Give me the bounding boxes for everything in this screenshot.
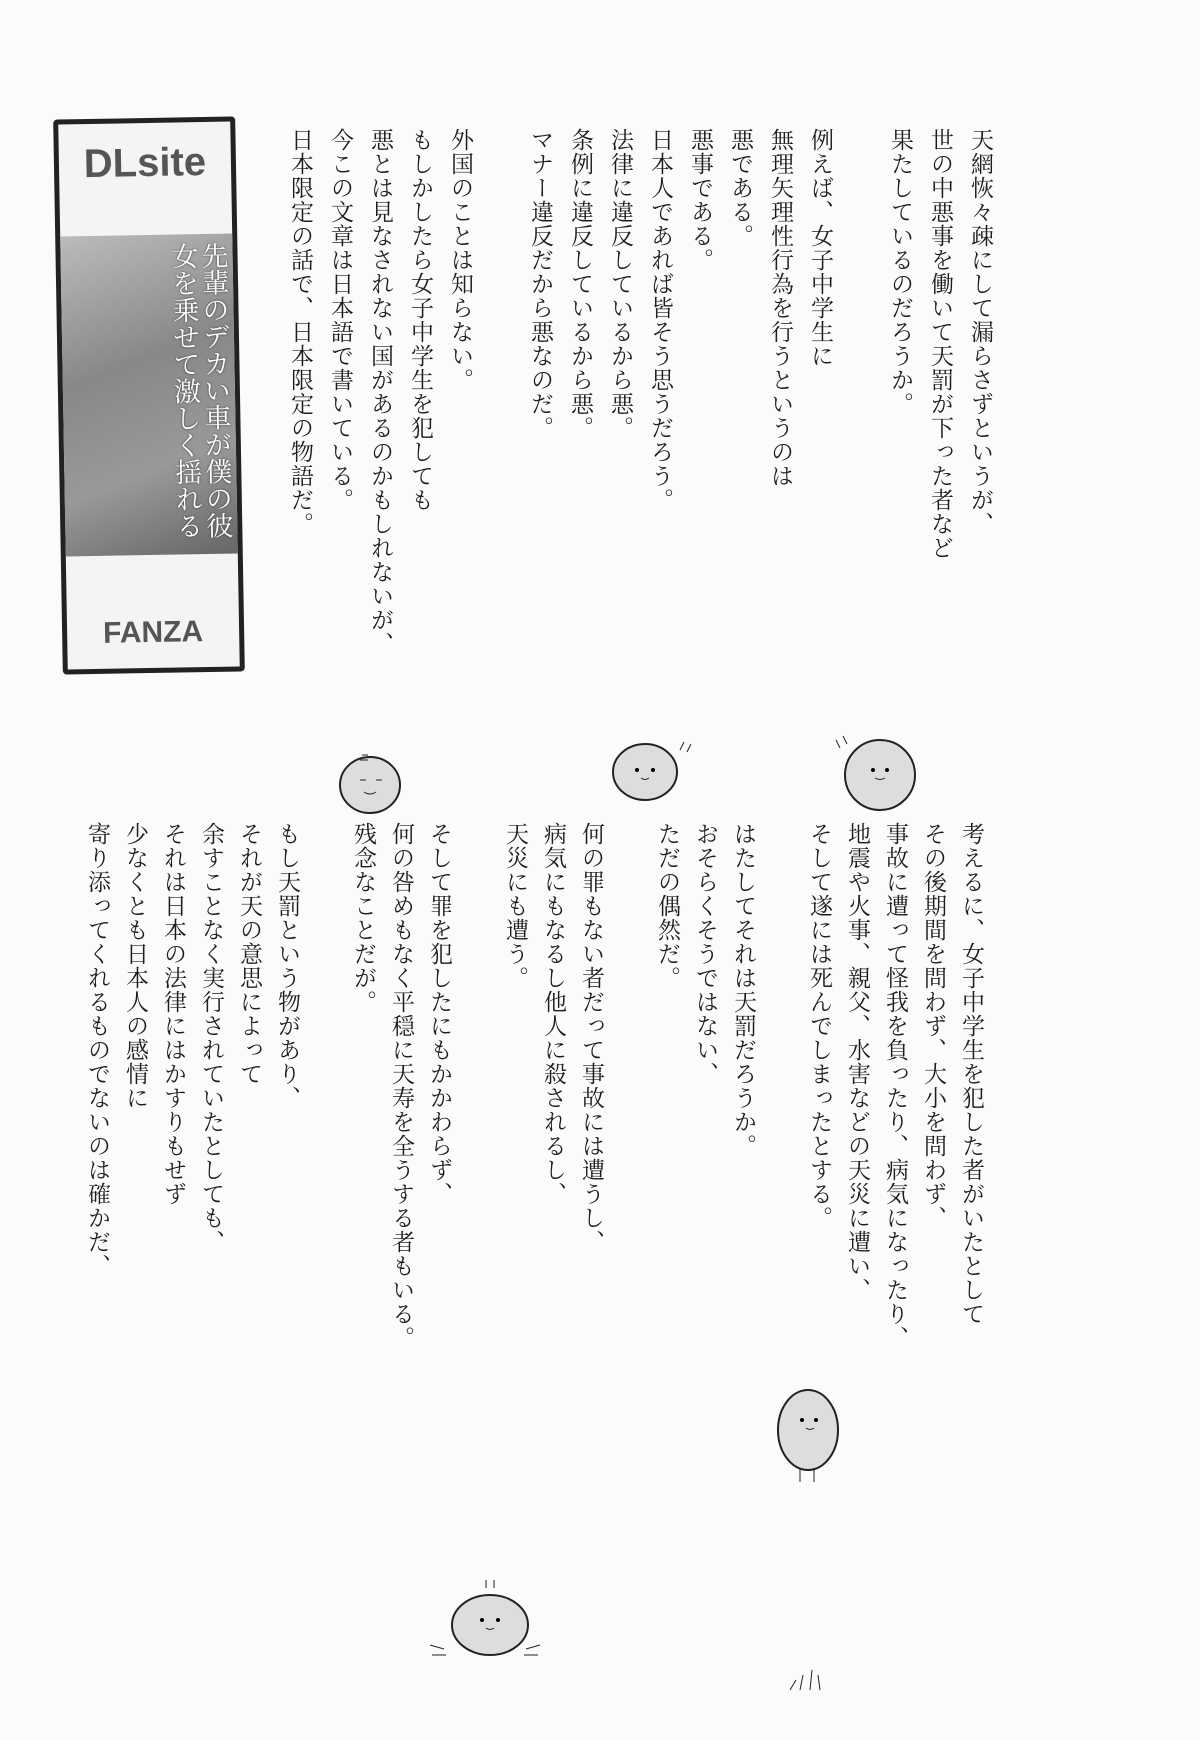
banner-title: 先輩のデカい車が僕の彼女を乗せて激しく揺れる (166, 241, 233, 540)
grass-mark-icon (785, 1660, 835, 1700)
text-line: おそらくそうではない、 (692, 822, 718, 1086)
text-line: 悪とは見なされない国があるのかもしれないが、 (367, 128, 393, 656)
text-line: そして遂には死んでしまったとする。 (806, 822, 832, 1230)
text-line: 外国のことは知らない。 (447, 128, 473, 392)
blob-mascot-icon (420, 1570, 560, 1670)
text-line: 何の罪もない者だって事故には遭うし、 (578, 822, 604, 1254)
text-line: はたしてそれは天罰だろうか。 (730, 822, 756, 1158)
ad-banner[interactable] (53, 116, 245, 674)
text-line: 日本限定の話で、日本限定の物語だ。 (287, 128, 313, 536)
text-line: 残念なことだが。 (350, 822, 376, 1014)
text-line: もしかしたら女子中学生を犯しても (407, 128, 433, 512)
fanza-logo: FANZA (102, 615, 204, 650)
text-line: その後期間を問わず、大小を問わず、 (920, 822, 946, 1230)
text-line: 悪事である。 (687, 128, 713, 272)
blank-line (480, 128, 520, 656)
text-line: 法律に違反しているから悪。 (607, 128, 633, 440)
text-line: 悪である。 (727, 128, 753, 248)
text-line: 考えるに、女子中学生を犯した者がいたとして (958, 822, 984, 1326)
dlsite-logo: DLsite (83, 139, 207, 187)
text-line: 何の咎めもなく平穏に天寿を全うする者もいる。 (388, 822, 414, 1350)
text-line: 寄り添ってくれるものでないのは確かだ、 (84, 822, 110, 1278)
text-line: 少なくとも日本人の感情に (122, 822, 148, 1110)
blob-mascot-icon (330, 740, 410, 820)
blank-line (306, 822, 344, 1350)
text-line: 無理矢理性行為を行うというのは (767, 128, 793, 488)
text-line: 事故に遭って怪我を負ったり、病気になったり、 (882, 822, 908, 1350)
text-line: 日本人であれば皆そう思うだろう。 (647, 128, 673, 512)
text-line: 地震や火事、親父、水害などの天災に遭い、 (844, 822, 870, 1302)
text-line: それは日本の法律にはかすりもせず (160, 822, 186, 1206)
lower-text-block (78, 822, 990, 1350)
banner-artwork (60, 234, 238, 557)
blob-mascot-icon (605, 730, 695, 810)
text-line: 果たしているのだろうか。 (887, 128, 913, 416)
blank-line (458, 822, 496, 1350)
blank-line (610, 822, 648, 1350)
upper-text-block (280, 128, 1000, 656)
text-line: 病気にもなるし他人に殺されるし、 (540, 822, 566, 1206)
text-line: 余すことなく実行されていたとしても、 (198, 822, 224, 1254)
text-line: 今この文章は日本語で書いている。 (327, 128, 353, 512)
text-line: 例えば、女子中学生に (807, 128, 833, 368)
blank-line (762, 822, 800, 1350)
text-line: それが天の意思によって (236, 822, 262, 1086)
blank-line (840, 128, 880, 656)
text-line: 天災にも遭う。 (502, 822, 528, 990)
text-line: 世の中悪事を働いて天罰が下った者など (927, 128, 953, 560)
blob-mascot-icon (825, 730, 925, 820)
text-line: もし天罰という物があり、 (274, 822, 300, 1110)
text-line: 天網恢々疎にして漏らさずというが、 (967, 128, 993, 536)
text-line: 条例に違反しているから悪。 (567, 128, 593, 440)
text-line: ただの偶然だ。 (654, 822, 680, 990)
text-line: マナー違反だから悪なのだ。 (527, 128, 553, 440)
text-line: そして罪を犯したにもかかわらず、 (426, 822, 452, 1206)
blob-mascot-icon (770, 1380, 850, 1490)
